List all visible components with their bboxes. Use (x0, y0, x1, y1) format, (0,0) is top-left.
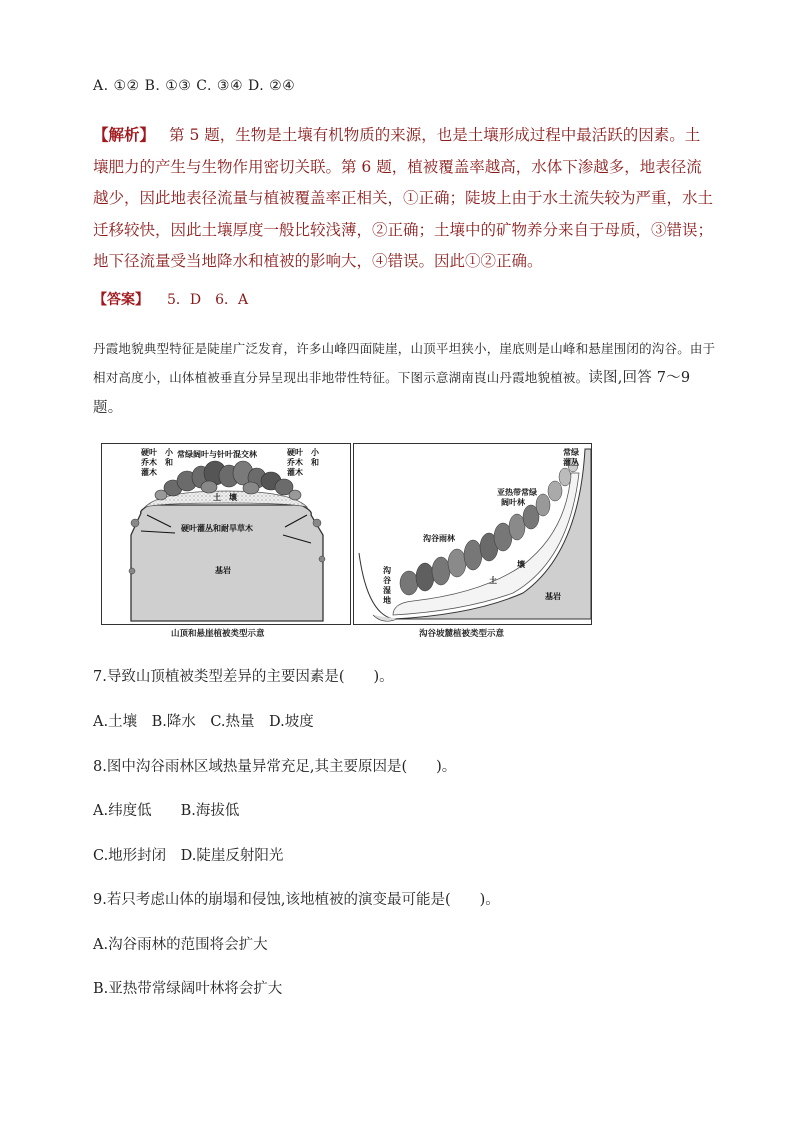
right-figure-caption: 沟谷坡麓植被类型示意 (419, 629, 505, 639)
analysis-tag: 【解析】 (93, 125, 156, 144)
label-small-tree-right-1: 硬叶 (287, 448, 303, 457)
analysis-block (93, 119, 713, 278)
label-right-soil-1: 土 (489, 576, 497, 585)
question-9-option-b: B.亚热带常绿阔叶林将会扩大 (93, 981, 283, 997)
label-mixed-forest: 常绿阔叶与针叶混交林 (177, 450, 257, 459)
cliff-shrub (129, 568, 135, 574)
label-small-tree-left-2: 乔木 (141, 458, 157, 467)
valley-slope-diagram (354, 444, 592, 640)
left-figure-caption: 山顶和悬崖植被类型示意 (171, 629, 265, 639)
question-7-options: A.土壤 B.降水 C.热量 D.坡度 (93, 714, 314, 730)
label-small-tree-right-5: 和 (311, 458, 319, 467)
label-small-tree-left-4: 小 (165, 448, 173, 457)
question-9-stem: 9.若只考虑山体的崩塌和侵蚀,该地植被的演变最可能是( )。 (93, 892, 500, 908)
analysis-text: 第 5 题，生物是土壤有机物质的来源，也是土壤形成过程中最活跃的因素。土壤肥力的产生与生物作用密切关联。第 6 题，植被覆盖率越高，水体下渗越多，地表径流越少，因此地表径流量与植被覆盖率正相关，①正确；陡坡上由于水土流失较为严重，水土迁移较快，因此土壤厚度一般比较浅薄，②正确；土壤中的矿物养分来自于母质，③错误；地下径流量受当地降水和植被的影响大，④错误。因此①②正确。 (93, 126, 714, 270)
label-sclerophyll-shrub: 硬叶灌丛和耐旱草木 (181, 524, 253, 533)
question-8-options-2: C.地形封闭 D.陡崖反射阳光 (93, 848, 284, 864)
cliff-shrub (319, 556, 325, 562)
label-left-bedrock: 基岩 (215, 566, 231, 575)
label-evergreen-shrub-2: 灌丛 (563, 458, 579, 467)
label-small-tree-right-4: 小 (311, 448, 319, 457)
question-9-option-a: A.沟谷雨林的范围将会扩大 (93, 937, 268, 953)
intro-paragraph (93, 334, 723, 423)
intro-text: 丹霞地貌典型特征是陡崖广泛发育，许多山峰四面陡崖，山顶平坦狭小，崖底则是山峰和悬崖围闭的沟谷。由于相对高度小，山体植被垂直分异呈现出非地带性特征。下图示意湖南崀山丹霞地貌植被。 (93, 341, 716, 385)
label-small-tree-right-3: 灌木 (287, 468, 303, 477)
intro-instruction: 读图,回答 7～9 题。 (93, 370, 691, 416)
summit-cliff-diagram (102, 444, 351, 640)
label-small-tree-left-3: 灌木 (141, 468, 157, 477)
question-8-options-1: A.纬度低 B.海拔低 (93, 803, 240, 819)
cliff-shrub (131, 519, 139, 527)
label-wetland-2: 谷 (383, 576, 391, 585)
label-wetland-3: 湿 (383, 586, 391, 595)
label-small-tree-right-2: 乔木 (287, 458, 303, 467)
label-evergreen-shrub-1: 常绿 (563, 448, 579, 457)
previous-question-options: A. ①② B. ①③ C. ③④ D. ②④ (93, 78, 296, 94)
answer-tag: 【答案】 (93, 292, 149, 308)
answer-line (93, 289, 248, 309)
answer-text: 5．D 6．A (167, 292, 249, 308)
label-subtropical-2: 阔叶林 (501, 498, 525, 507)
label-right-soil-2: 壤 (517, 560, 525, 569)
label-left-soil: 土 壤 (213, 493, 237, 502)
label-wetland-1: 沟 (383, 566, 391, 575)
label-small-tree-left-1: 硬叶 (141, 448, 157, 457)
label-right-bedrock: 基岩 (545, 592, 561, 601)
label-wetland-4: 地 (383, 596, 391, 605)
vegetation-figure (101, 443, 593, 643)
cliff-shrub (313, 519, 321, 527)
question-7-stem: 7.导致山顶植被类型差异的主要因素是( )。 (93, 669, 394, 685)
label-small-tree-left-5: 和 (165, 458, 173, 467)
label-subtropical-1: 亚热带常绿 (497, 488, 537, 497)
question-8-stem: 8.图中沟谷雨林区域热量异常充足,其主要原因是( )。 (93, 759, 457, 775)
label-valley-rainforest: 沟谷雨林 (423, 534, 455, 543)
